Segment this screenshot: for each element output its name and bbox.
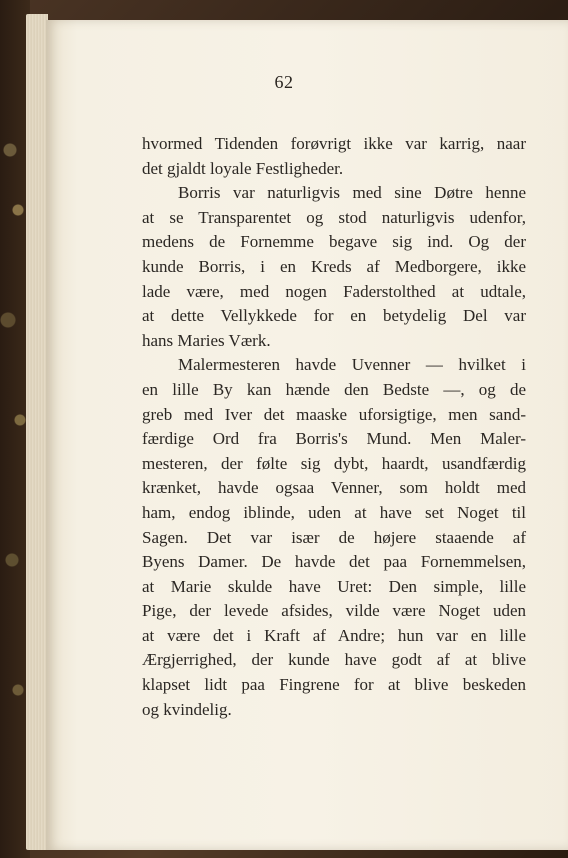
body-text [142,132,526,722]
text-line: Borris var naturligvis med sine Døtre henne [178,183,526,203]
text-line: det gjaldt loyale Festligheder. [142,158,344,178]
paragraph-3 [142,353,526,722]
text-line: lade være, med nogen Faderstolthed at udtale, [142,281,526,301]
text-line: at Marie skulde have Uret: Den simple, lille [142,576,526,596]
text-line: at være det i Kraft af Andre; hun var en lille [142,625,526,645]
paragraph-2 [142,181,526,353]
text-line: at se Transparentet og stod naturligvis udenfor, [142,207,526,227]
text-line: en lille By kan hænde den Bedste —, og de [142,379,526,399]
page-edges [26,14,48,850]
paragraph-1 [142,132,526,181]
text-line: klapset lidt paa Fingrene for at blive beskeden [142,675,526,695]
text-line: ham, endog iblinde, uden at have set Noget til [142,502,526,522]
text-line: hans Maries Værk. [142,330,271,350]
text-line: Pige, der levede afsides, vilde være Noget uden [142,601,526,621]
text-line: og kvindelig. [142,699,232,719]
text-line: kunde Borris, i en Kreds af Medborgere, ikke [142,256,526,276]
text-line: Sagen. Det var især de højere staaende af [142,527,526,547]
text-line: mesteren, der følte sig dybt, haardt, usandfærdig [142,453,526,473]
text-line: hvormed Tidenden forøvrigt ikke var karrig, naar [142,134,526,153]
text-line: Ærgjerrighed, der kunde have godt af at blive [142,650,526,670]
text-line: krænket, havde ogsaa Venner, som holdt med [142,478,526,498]
text-line: Malermesteren havde Uvenner — hvilket i [178,355,526,375]
text-line: greb med Iver det maaske uforsigtige, men sand- [142,404,526,424]
text-line: færdige Ord fra Borris's Mund. Men Maler- [142,429,526,449]
text-line: medens de Fornemme begave sig ind. Og der [142,232,526,252]
text-line: at dette Vellykkede for en betydelig Del var [142,306,526,326]
text-line: Byens Damer. De havde det paa Fornemmelsen, [142,552,526,572]
page-number: 62 [274,72,294,92]
